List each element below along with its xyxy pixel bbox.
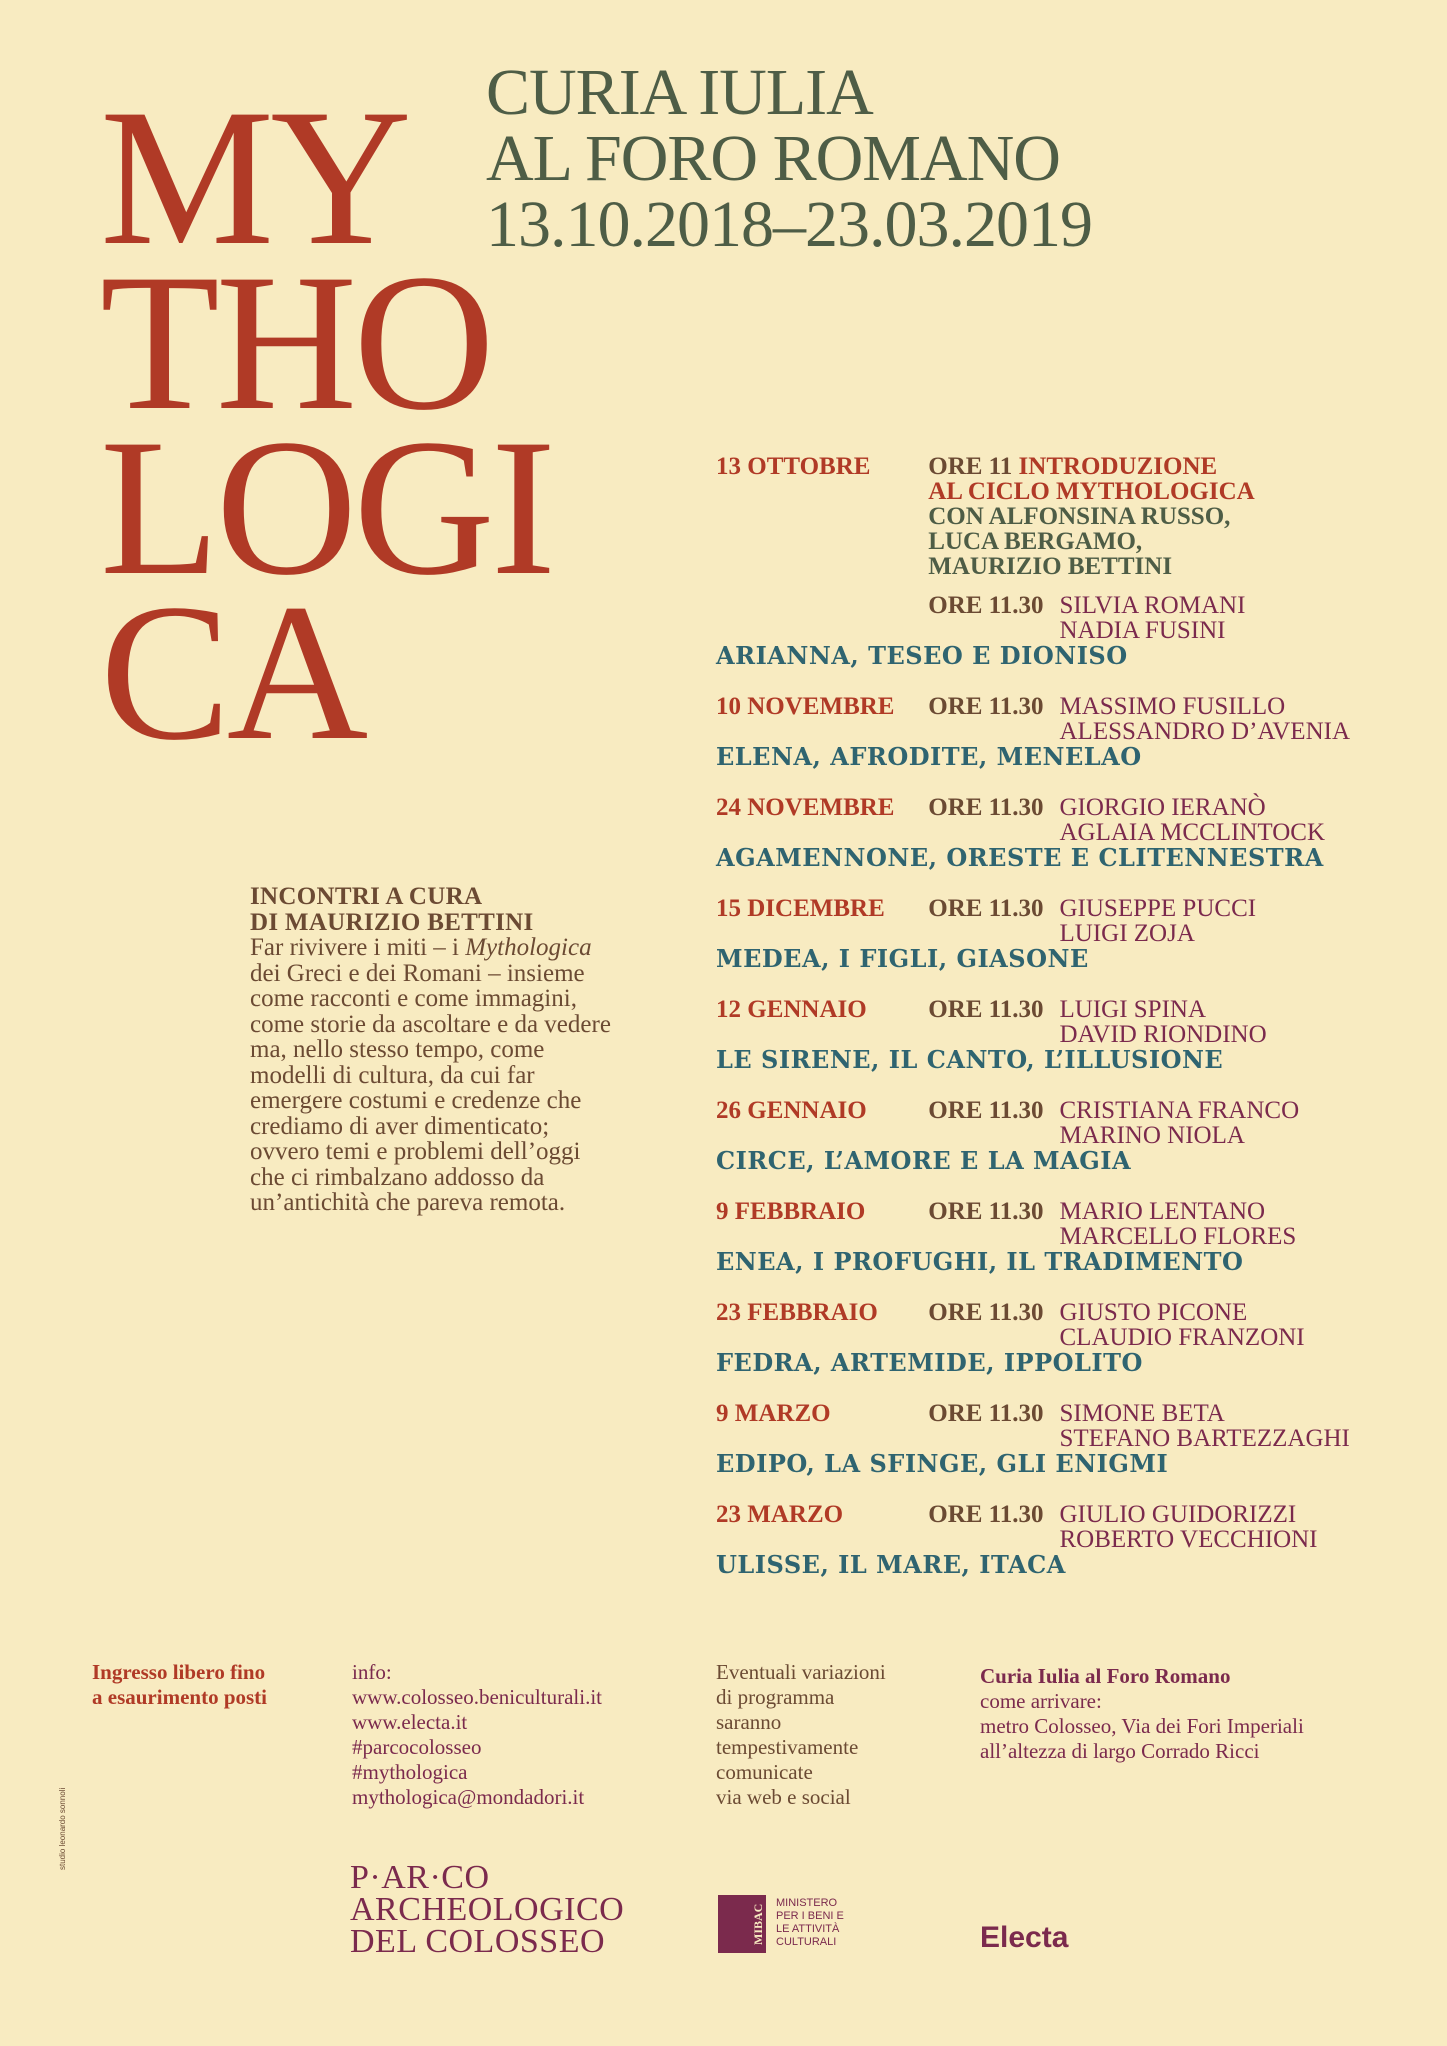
logo-line: DEL COLOSSEO bbox=[350, 1923, 606, 1960]
event-date: 13 OTTOBRE bbox=[716, 453, 871, 480]
footer-location-title: Curia Iulia al Foro Romano bbox=[980, 1664, 1231, 1688]
speaker: LUIGI SPINA bbox=[1059, 996, 1207, 1023]
footer-line: Ingresso libero fino bbox=[92, 1660, 266, 1684]
event-date: 12 GENNAIO bbox=[716, 996, 867, 1023]
title-line: CA bbox=[100, 564, 365, 781]
event-date: 9 FEBBRAIO bbox=[716, 1198, 866, 1225]
electa-logo: Electa bbox=[980, 1921, 1069, 1954]
event-row bbox=[716, 454, 1386, 579]
footer-line: comunicate bbox=[716, 1760, 813, 1784]
mibac-mark: MIBAC bbox=[718, 1895, 766, 1953]
title-line: LOGI bbox=[100, 399, 553, 616]
footer-line: via web e social bbox=[716, 1785, 851, 1809]
event-speakers bbox=[1060, 1502, 1318, 1552]
venue-header bbox=[486, 56, 1092, 261]
speaker: SILVIA ROMANI bbox=[1059, 592, 1246, 619]
intro-text: Far rivivere i miti – i bbox=[250, 934, 466, 961]
intro-heading-1: INCONTRI A CURA bbox=[250, 883, 483, 910]
event-topic: CIRCE, L’AMORE E LA MAGIA bbox=[716, 1146, 1132, 1175]
logo-line: ARCHEOLOGICO bbox=[350, 1891, 625, 1928]
schedule-event bbox=[716, 1401, 1386, 1477]
event-time: ORE 11.30 bbox=[928, 996, 1044, 1023]
event-speakers bbox=[1060, 593, 1246, 643]
event-row bbox=[716, 1401, 1386, 1451]
speaker: NADIA FUSINI bbox=[1059, 617, 1226, 644]
event-time: ORE 11.30 bbox=[928, 1501, 1044, 1528]
event-topic: ARIANNA, TESEO E DIONISO bbox=[716, 641, 1128, 670]
speaker: GIORGIO IERANÒ bbox=[1059, 794, 1266, 821]
speaker: STEFANO BARTEZZAGHI bbox=[1059, 1425, 1350, 1452]
footer-location bbox=[980, 1664, 1304, 1764]
event-time: ORE 11.30 bbox=[928, 1299, 1044, 1326]
footer-line: info: bbox=[352, 1660, 392, 1684]
intro-line: emergere costumi e credenze che bbox=[250, 1087, 582, 1114]
venue-line-1: CURIA IULIA bbox=[486, 56, 873, 129]
intro-italic-word: Mythologica bbox=[465, 934, 592, 961]
footer-line: come arrivare: bbox=[980, 1689, 1102, 1713]
event-topic: MEDEA, I FIGLI, GIASONE bbox=[716, 944, 1089, 973]
event-row bbox=[716, 1098, 1386, 1148]
event-row bbox=[716, 795, 1386, 845]
footer-link[interactable]: www.colosseo.beniculturali.it bbox=[352, 1685, 603, 1709]
mibac-line: CULTURALI bbox=[776, 1936, 837, 1948]
footer-hashtag: #mythologica bbox=[352, 1760, 468, 1784]
intro-line: crediamo di aver dimenticato; bbox=[250, 1112, 550, 1140]
intro-block bbox=[250, 884, 680, 1216]
footer-hashtag: #parcocolosseo bbox=[352, 1735, 482, 1759]
mibac-line: PER I BENI E bbox=[776, 1910, 844, 1922]
event-date: 10 NOVEMBRE bbox=[716, 693, 895, 720]
event-topic: ULISSE, IL MARE, ITACA bbox=[716, 1550, 1066, 1579]
mibac-line: LE ATTIVITÀ bbox=[776, 1923, 840, 1935]
speaker: MARCELLO FLORES bbox=[1059, 1223, 1297, 1250]
speaker: CLAUDIO FRANZONI bbox=[1059, 1324, 1305, 1351]
event-row bbox=[716, 593, 1386, 643]
event-topic: ENEA, I PROFUGHI, IL TRADIMENTO bbox=[716, 1247, 1244, 1276]
intro-line: ovvero temi e problemi dell’oggi bbox=[250, 1138, 581, 1165]
intro-line: ma, nello stesso tempo, come bbox=[250, 1036, 545, 1063]
intro-line: come storie da ascoltare e da vedere bbox=[250, 1010, 611, 1038]
event-time: ORE 11.30 bbox=[928, 794, 1044, 821]
speaker: ROBERTO VECCHIONI bbox=[1059, 1526, 1318, 1553]
event-speakers bbox=[1060, 694, 1351, 744]
event-topic: EDIPO, LA SFINGE, GLI ENIGMI bbox=[716, 1449, 1169, 1478]
footer-link[interactable]: www.electa.it bbox=[352, 1710, 468, 1734]
venue-dates: 13.10.2018–23.03.2019 bbox=[486, 188, 1092, 261]
event-time: ORE 11.30 bbox=[928, 1400, 1044, 1427]
event-speakers bbox=[1060, 1300, 1305, 1350]
event-topic: AGAMENNONE, ORESTE E CLITENNESTRA bbox=[716, 843, 1324, 872]
speaker: SIMONE BETA bbox=[1059, 1400, 1225, 1427]
event-time: ORE 11.30 bbox=[928, 693, 1044, 720]
speaker: GIUSTO PICONE bbox=[1059, 1299, 1248, 1326]
footer-line: metro Colosseo, Via dei Fori Imperiali bbox=[980, 1714, 1304, 1738]
event-topic: ELENA, AFRODITE, MENELAO bbox=[716, 742, 1142, 771]
speaker: CRISTIANA FRANCO bbox=[1059, 1097, 1300, 1124]
event-speakers bbox=[1060, 896, 1257, 946]
logo-line: P·AR·CO bbox=[350, 1859, 490, 1896]
speaker: DAVID RIONDINO bbox=[1059, 1021, 1267, 1048]
schedule-event bbox=[716, 1502, 1386, 1578]
footer-variazioni bbox=[716, 1660, 886, 1810]
schedule-event bbox=[716, 1098, 1386, 1174]
footer-line: tempestivamente bbox=[716, 1735, 859, 1759]
footer-line: all’altezza di largo Corrado Ricci bbox=[980, 1739, 1260, 1763]
intro-line: come racconti e come immagini, bbox=[250, 985, 577, 1012]
footer-line: Eventuali variazioni bbox=[716, 1660, 886, 1684]
footer-ingresso bbox=[92, 1660, 267, 1710]
schedule bbox=[716, 454, 1386, 1578]
schedule-event bbox=[716, 1199, 1386, 1275]
footer-info bbox=[352, 1660, 602, 1810]
footer-line: a esaurimento posti bbox=[92, 1685, 267, 1709]
event-time: ORE 11.30 bbox=[928, 1097, 1044, 1124]
speaker: MARINO NIOLA bbox=[1059, 1122, 1245, 1149]
intro-line: che ci rimbalzano addosso da bbox=[250, 1163, 545, 1191]
event-intro-line: AL CICLO MYTHOLOGICA bbox=[928, 478, 1255, 505]
event-time: ORE 11 bbox=[928, 453, 1013, 480]
intro-heading-2: DI MAURIZIO BETTINI bbox=[250, 908, 534, 936]
intro-line: modelli di cultura, da cui far bbox=[250, 1061, 535, 1089]
speaker: ALESSANDRO D’AVENIA bbox=[1059, 718, 1351, 745]
event-row bbox=[716, 997, 1386, 1047]
event-date: 23 MARZO bbox=[716, 1501, 844, 1528]
event-date: 26 GENNAIO bbox=[716, 1097, 867, 1124]
intro-line bbox=[250, 935, 680, 961]
schedule-event bbox=[716, 795, 1386, 871]
event-time: ORE 11.30 bbox=[928, 592, 1044, 619]
schedule-event-first bbox=[716, 454, 1386, 669]
title-line: MY bbox=[100, 69, 408, 286]
schedule-event bbox=[716, 896, 1386, 972]
event-speakers bbox=[1060, 1401, 1350, 1451]
event-time: ORE 11.30 bbox=[928, 1198, 1044, 1225]
intro-line: un’antichità che pareva remota. bbox=[250, 1189, 566, 1216]
footer-line: di programma bbox=[716, 1685, 835, 1709]
event-row bbox=[716, 694, 1386, 744]
event-row bbox=[716, 1199, 1386, 1249]
schedule-event bbox=[716, 997, 1386, 1073]
schedule-event bbox=[716, 1300, 1386, 1376]
event-time: ORE 11.30 bbox=[928, 895, 1044, 922]
mibac-logo bbox=[718, 1895, 844, 1953]
event-date: 24 NOVEMBRE bbox=[716, 794, 895, 821]
speaker: MASSIMO FUSILLO bbox=[1059, 693, 1286, 720]
mibac-line: MINISTERO bbox=[776, 1897, 838, 1909]
event-with-line: MAURIZIO BETTINI bbox=[928, 553, 1173, 580]
event-row bbox=[716, 896, 1386, 946]
event-topic: FEDRA, ARTEMIDE, IPPOLITO bbox=[716, 1348, 1143, 1377]
footer-line: saranno bbox=[716, 1710, 782, 1734]
event-date: 9 MARZO bbox=[716, 1400, 831, 1427]
design-credit: studio leonardo sonnoli bbox=[58, 1787, 67, 1870]
mibac-text bbox=[776, 1897, 866, 1949]
speaker: GIULIO GUIDORIZZI bbox=[1059, 1501, 1297, 1528]
footer-email[interactable]: mythologica@mondadori.it bbox=[352, 1785, 585, 1809]
event-row bbox=[716, 1502, 1386, 1552]
speaker: GIUSEPPE PUCCI bbox=[1059, 895, 1257, 922]
speaker: LUIGI ZOJA bbox=[1059, 920, 1195, 947]
event-speakers bbox=[1060, 795, 1326, 845]
event-with-line: CON ALFONSINA RUSSO, bbox=[928, 503, 1231, 530]
event-speakers bbox=[1060, 1098, 1300, 1148]
event-intro-line: INTRODUZIONE bbox=[1018, 453, 1218, 480]
schedule-event bbox=[716, 694, 1386, 770]
parco-archeologico-logo bbox=[350, 1859, 625, 1960]
event-topic: LE SIRENE, IL CANTO, L’ILLUSIONE bbox=[716, 1045, 1224, 1074]
event-with-line: LUCA BERGAMO, bbox=[928, 528, 1143, 555]
event-speakers bbox=[1060, 997, 1267, 1047]
event-speakers bbox=[1060, 1199, 1297, 1249]
event-date: 15 DICEMBRE bbox=[716, 895, 885, 922]
intro-line: dei Greci e dei Romani – insieme bbox=[250, 959, 585, 987]
event-intro-block bbox=[928, 454, 1254, 579]
title-line: THO bbox=[100, 234, 491, 451]
event-date: 23 FEBBRAIO bbox=[716, 1299, 878, 1326]
speaker: MARIO LENTANO bbox=[1059, 1198, 1266, 1225]
speaker: AGLAIA MCCLINTOCK bbox=[1059, 819, 1326, 846]
event-row bbox=[716, 1300, 1386, 1350]
venue-line-2: AL FORO ROMANO bbox=[486, 122, 1060, 195]
